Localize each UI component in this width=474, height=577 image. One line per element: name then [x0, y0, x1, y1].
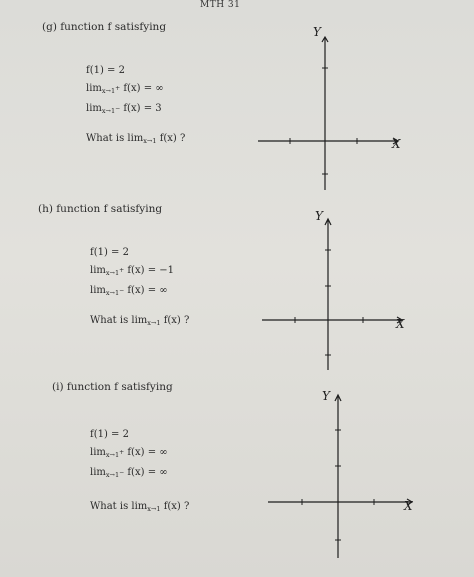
y-arrow-icon: [325, 219, 331, 225]
question-text: What is lim: [90, 315, 148, 326]
question-text-end: f(x) ?: [160, 315, 190, 326]
limit-left: $\lim_{x\to 1-} f(x)$ = ∞: [90, 467, 168, 479]
limit-left-value: = 3: [143, 103, 162, 114]
problem-title: (g) function f satisfying: [42, 21, 167, 33]
f-value: f(1) = 2: [90, 429, 129, 440]
problem-h: [38, 200, 189, 332]
limit-right: $\lim_{x\to 1+} f(x)$ = ∞: [90, 447, 168, 459]
axes-h: [262, 209, 405, 370]
limit-right-value: = ∞: [143, 83, 164, 94]
limit-right: $\lim_{x\to 1+} f(x) = -1$: [90, 265, 174, 277]
question: What is $\lim_{x\to 1} f(x)$ ?: [90, 315, 190, 327]
question-text-end: f(x) ?: [156, 133, 186, 144]
question-text: What is lim: [90, 501, 148, 512]
f-value: f(1) = 2: [90, 247, 129, 258]
limit-right-value: = ∞: [147, 447, 168, 458]
y-axis-label: Y: [315, 209, 323, 223]
x-axis-label: X: [396, 317, 405, 331]
y-arrow-icon: [322, 37, 328, 42]
x-axis-label: X: [404, 499, 413, 513]
x-arrow-icon: [393, 138, 398, 144]
x-axis-label: X: [392, 137, 401, 151]
y-arrow-icon: [335, 395, 341, 401]
f-value: f(1) = 2: [86, 65, 125, 76]
axes-g: [258, 25, 401, 190]
limit-left-value: = ∞: [147, 285, 168, 296]
question-text: What is lim: [86, 133, 144, 144]
question-text-end: f(x) ?: [160, 501, 190, 512]
limit-left-value: = ∞: [147, 467, 168, 478]
question: What is $\lim_{x\to 1} f(x)$ ?: [86, 133, 186, 145]
y-axis-label: Y: [322, 389, 330, 403]
problem-title: (i) function f satisfying: [52, 381, 173, 393]
axes-i: [268, 389, 413, 558]
x-arrow-icon: [397, 317, 402, 323]
question: What is $\lim_{x\to 1} f(x)$ ?: [90, 501, 190, 513]
problem-i: [52, 378, 189, 518]
page-header: MTH 31: [200, 0, 241, 10]
limit-left: $\lim_{x\to 1-} f(x) = 3$: [86, 103, 162, 115]
limit-right-value: = −1: [147, 265, 174, 276]
limit-right: $\lim_{x\to 1+} f(x)$ = ∞: [86, 83, 164, 95]
problem-title: (h) function f satisfying: [38, 203, 163, 215]
problem-g: [42, 18, 185, 150]
limit-left: $\lim_{x\to 1-} f(x)$ = ∞: [90, 285, 168, 297]
y-axis-label: Y: [313, 25, 321, 39]
x-arrow-icon: [407, 499, 412, 505]
